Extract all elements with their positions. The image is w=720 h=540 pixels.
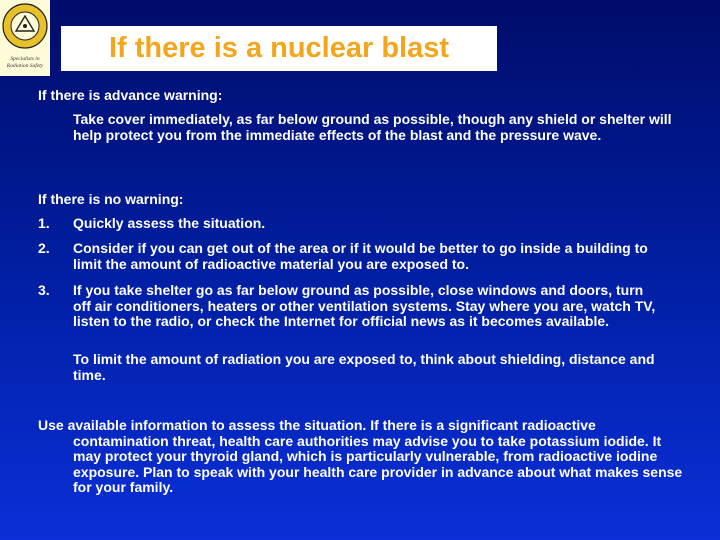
list-item: Consider if you can get out of the area or if it would be better to go inside a building to limit the amount of radioactive material you are exposed to. bbox=[73, 240, 648, 272]
logo-tagline-line2: Radiation Safety bbox=[6, 62, 44, 69]
slide-title: If there is a nuclear blast bbox=[108, 32, 450, 64]
closing-paragraph: Use available information to assess the situation. If there is a significant radioactive contamination threat, health care authorities may advise you to take potassium iodide. It may protect your thyroid gland, which is particularly vulnerable, from radioactive iodine exposure. Plan to speak with your health care provider in advance about what makes sense for your family. bbox=[38, 417, 683, 495]
logo-tagline bbox=[0, 56, 50, 69]
item-number: 1. bbox=[38, 215, 50, 231]
logo-tagline-line1: Specialists in bbox=[10, 56, 40, 62]
society-logo bbox=[0, 0, 50, 76]
item-number: 3. bbox=[38, 282, 50, 298]
list-item: If you take shelter go as far below ground as possible, close windows and doors, turn off air conditioners, heaters or other ventilation systems. Stay where you are, watch TV, listen to the radio, or check the Internet for official news as it becomes available. bbox=[73, 282, 656, 329]
advance-warning-heading: If there is advance warning: bbox=[38, 87, 223, 103]
item-number: 2. bbox=[38, 240, 50, 256]
followup-text: To limit the amount of radiation you are exposed to, think about shielding, distance and time. bbox=[73, 351, 655, 383]
title-box bbox=[61, 26, 497, 71]
list-item: Quickly assess the situation. bbox=[73, 215, 266, 231]
advance-warning-text: Take cover immediately, as far below ground as possible, though any shield or shelter will help protect you from the immediate effects of the blast and the pressure wave. bbox=[73, 111, 672, 143]
no-warning-heading: If there is no warning: bbox=[38, 191, 184, 207]
